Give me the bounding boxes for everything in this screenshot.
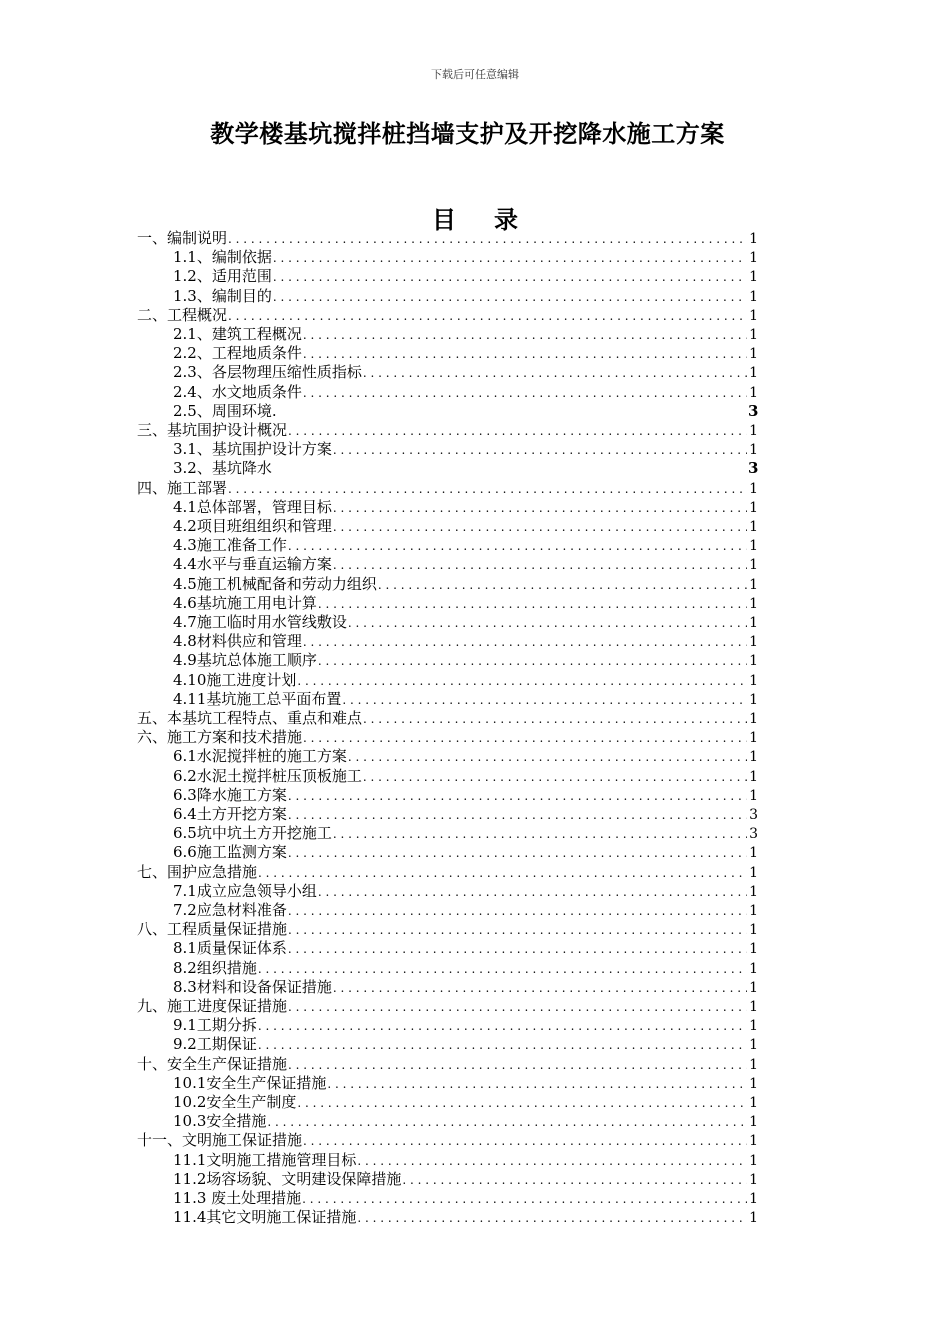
header-note: 下载后可任意编辑 — [431, 68, 519, 81]
toc-entry-label: 4.2项目班组组织和管理 — [173, 517, 332, 535]
toc-entry[interactable] — [137, 728, 758, 747]
toc-entry-page: 1 — [749, 576, 758, 593]
toc-entry-label: 4.5施工机械配备和劳动力组织 — [173, 574, 377, 593]
toc-leader-dots — [303, 345, 747, 364]
toc-entry-page: 1 — [749, 365, 758, 382]
toc-entry-page: 1 — [749, 768, 758, 785]
toc-leader-dots — [318, 883, 747, 902]
toc-leader-dots — [333, 979, 747, 998]
toc-entry-page: 1 — [749, 1133, 758, 1150]
toc-entry-page: 3 — [749, 807, 758, 823]
toc-leader-dots — [348, 748, 747, 767]
toc-entry-label: 8.1质量保证体系 — [173, 939, 287, 958]
toc-entry-page: 1 — [749, 250, 758, 267]
toc-entry[interactable] — [173, 651, 758, 670]
toc-entry[interactable] — [173, 575, 758, 594]
toc-entry-label: 8.3材料和设备保证措施 — [173, 977, 332, 996]
toc-leader-dots — [333, 556, 747, 575]
toc-entry-page: 1 — [749, 960, 758, 977]
toc-entry-page: 1 — [749, 442, 758, 459]
toc-leader-dots — [288, 902, 747, 921]
toc-entry[interactable] — [173, 536, 758, 555]
toc-leader-dots — [228, 307, 747, 326]
toc-entry[interactable] — [173, 248, 758, 267]
toc-entry-label: 九、施工进度保证措施 — [137, 997, 288, 1015]
toc-entry-page: 1 — [749, 1037, 758, 1054]
toc-leader-dots — [267, 1113, 747, 1132]
toc-entry-page: 1 — [749, 1075, 758, 1092]
toc-entry[interactable] — [137, 306, 758, 325]
toc-entry-page: 1 — [749, 615, 758, 631]
toc-entry[interactable] — [137, 863, 758, 882]
toc-entry[interactable] — [173, 287, 758, 306]
toc-leader-dots — [273, 249, 747, 268]
toc-leader-dots — [303, 384, 747, 403]
toc-entry[interactable] — [173, 690, 758, 709]
toc-entry-label: 2.4、水文地质条件 — [173, 382, 302, 401]
toc-leader-dots — [303, 633, 747, 652]
toc-entry[interactable] — [173, 613, 758, 632]
toc-entry-label: 七、围护应急措施 — [137, 862, 258, 881]
toc-entry-page: 1 — [749, 845, 758, 862]
toc-leader-dots — [378, 576, 747, 595]
toc-entry-page: 1 — [749, 999, 758, 1015]
toc-entry-page: 1 — [749, 384, 758, 401]
toc-entry-label: 4.10施工进度计划 — [173, 670, 297, 689]
toc-entry-label: 11.1文明施工措施管理目标 — [173, 1150, 357, 1169]
toc-entry-page: 1 — [749, 1191, 758, 1207]
toc-entry-page: 1 — [749, 538, 758, 555]
toc-entry-page: 1 — [749, 691, 758, 708]
toc-entry[interactable] — [173, 786, 758, 805]
toc-entry-page: 1 — [749, 864, 758, 881]
toc-entry-label: 4.6基坑施工用电计算 — [173, 593, 317, 612]
toc-entry[interactable] — [173, 594, 758, 613]
toc-leader-dots — [327, 1075, 747, 1094]
toc-entry-page: 1 — [749, 519, 758, 535]
toc-leader-dots — [288, 940, 747, 959]
toc-entry[interactable] — [173, 555, 758, 574]
toc-entry[interactable] — [173, 344, 758, 363]
toc-leader-dots — [258, 960, 747, 979]
toc-entry-page: 1 — [749, 1056, 758, 1073]
toc-entry-label: 6.5坑中坑土方开挖施工 — [173, 824, 332, 843]
toc-entry-page: 1 — [749, 1171, 758, 1188]
toc-leader-dots — [333, 499, 747, 518]
toc-entry[interactable] — [173, 1112, 758, 1131]
toc-leader-dots — [303, 1132, 747, 1151]
toc-entry-page: 1 — [749, 941, 758, 958]
toc-entry[interactable] — [173, 1189, 758, 1208]
toc-entry-label: 4.7施工临时用水管线敷设 — [173, 613, 347, 631]
toc-entry[interactable] — [173, 363, 758, 382]
toc-leader-dots — [363, 364, 747, 383]
toc-entry-label: 10.1安全生产保证措施 — [173, 1073, 327, 1092]
toc-entry-label: 11.2场容场貌、文明建设保障措施 — [173, 1169, 402, 1188]
toc-entry-label: 8.2组织措施 — [173, 958, 257, 977]
toc-leader-dots — [288, 998, 747, 1017]
toc-entry-label: 十一、文明施工保证措施 — [137, 1131, 303, 1150]
toc-entry[interactable] — [137, 997, 758, 1016]
toc-entry-label: 二、工程概况 — [137, 305, 228, 324]
toc-entry-page: 1 — [749, 634, 758, 651]
toc-entry-page: 1 — [749, 269, 758, 286]
toc-entry[interactable] — [173, 1074, 758, 1093]
toc-entry[interactable] — [137, 1131, 758, 1150]
toc-entry-page: 3 — [748, 459, 759, 478]
toc-leader-dots — [288, 806, 747, 825]
toc-entry-label: 3.1、基坑围护设计方案 — [173, 440, 332, 459]
toc-entry-label: 11.3 废土处理措施 — [173, 1189, 302, 1207]
toc-entry-page: 1 — [749, 480, 758, 497]
toc-leader-dots — [258, 864, 747, 883]
toc-entry-label: 6.3降水施工方案 — [173, 785, 287, 804]
toc-entry[interactable] — [173, 978, 758, 997]
toc-entry-label: 4.11基坑施工总平面布置 — [173, 689, 342, 708]
toc-entry-label: 6.4土方开挖方案 — [173, 805, 287, 823]
toc-entry-page: 3 — [748, 401, 759, 420]
toc-entry[interactable] — [173, 959, 758, 978]
toc-leader-dots — [357, 1209, 747, 1228]
toc-entry-label: 五、本基坑工程特点、重点和难点 — [137, 709, 363, 727]
toc-entry-label: 1.3、编制目的 — [173, 286, 272, 305]
toc-entry-page: 1 — [749, 653, 758, 670]
toc-entry-label: 3.2、基坑降水 — [173, 459, 272, 478]
toc-entry-label: 7.1成立应急领导小组 — [173, 881, 317, 900]
toc-leader-dots — [273, 288, 747, 307]
toc-leader-dots — [297, 672, 747, 691]
toc-entry-label: 4.1总体部署，管理目标 — [173, 497, 332, 516]
toc-entry-label: 1.2、适用范围 — [173, 267, 272, 286]
toc-entry-page: 1 — [749, 1210, 758, 1227]
toc-leader-dots — [363, 768, 747, 787]
toc-entry-page: 1 — [749, 423, 758, 439]
toc-leader-dots — [273, 268, 747, 287]
toc-leader-dots — [288, 422, 747, 441]
toc-entry[interactable] — [173, 459, 758, 478]
toc-leader-dots — [297, 1094, 747, 1113]
toc-entry-label: 1.1、编制依据 — [173, 248, 272, 267]
toc-entry-page: 1 — [749, 903, 758, 919]
toc-entry[interactable] — [173, 767, 758, 786]
toc-entry[interactable] — [173, 325, 758, 344]
toc-entry-page: 1 — [749, 499, 758, 516]
toc-leader-dots — [288, 787, 747, 806]
toc-leader-dots — [363, 710, 747, 729]
toc-entry[interactable] — [173, 517, 758, 536]
toc-entry-label: 6.6施工监测方案 — [173, 843, 287, 862]
toc-entry-label: 三、基坑围护设计概况 — [137, 421, 288, 439]
toc-entry-label: 2.1、建筑工程概况 — [173, 325, 302, 343]
toc-entry-page: 1 — [749, 557, 758, 574]
toc-entry-label: 4.8材料供应和管理 — [173, 632, 302, 651]
toc-entry-label: 9.1工期分拆 — [173, 1016, 257, 1035]
toc-leader-dots — [228, 480, 747, 499]
toc-entry[interactable] — [173, 1035, 758, 1054]
toc-entry[interactable] — [173, 843, 758, 862]
toc-leader-dots — [318, 595, 747, 614]
toc-entry[interactable] — [137, 421, 758, 440]
toc-entry-label: 八、工程质量保证措施 — [137, 920, 288, 939]
toc-entry-label: 6.1水泥搅拌桩的施工方案 — [173, 747, 347, 766]
toc-leader-dots — [258, 1017, 747, 1036]
toc-leader-dots — [333, 441, 747, 460]
toc-leader-dots — [303, 326, 747, 345]
toc-entry-page: 1 — [749, 1152, 758, 1169]
toc-leader-dots — [288, 537, 747, 556]
toc-entry-label: 4.3施工准备工作 — [173, 536, 287, 555]
toc-entry-page: 1 — [749, 1018, 758, 1035]
toc-leader-dots — [258, 1036, 747, 1055]
toc-entry-page: 1 — [749, 787, 758, 804]
document-title: 教学楼基坑搅拌桩挡墙支护及开挖降水施工方案 — [210, 120, 725, 148]
toc-entry[interactable] — [173, 1170, 758, 1189]
toc-entry-page: 1 — [749, 711, 758, 727]
toc-entry-page: 1 — [749, 307, 758, 324]
toc-entry-page: 1 — [749, 749, 758, 766]
toc-entry-page: 1 — [749, 883, 758, 900]
toc-entry-label: 2.3、各层物理压缩性质指标 — [173, 363, 362, 382]
toc-entry[interactable] — [173, 1151, 758, 1170]
toc-leader-dots — [318, 652, 747, 671]
toc-entry[interactable] — [137, 920, 758, 939]
toc-leader-dots — [402, 1171, 747, 1190]
toc-entry-label: 4.4水平与垂直运输方案 — [173, 555, 332, 574]
toc-entry[interactable] — [173, 632, 758, 651]
toc-entry[interactable] — [173, 939, 758, 958]
toc-entry-label: 9.2工期保证 — [173, 1035, 257, 1054]
toc-entry-label: 4.9基坑总体施工顺序 — [173, 651, 317, 670]
toc-entry-page: 1 — [749, 672, 758, 689]
toc-leader-dots — [288, 1056, 747, 1075]
toc-entry[interactable] — [173, 440, 758, 459]
toc-entry[interactable] — [173, 1208, 758, 1227]
toc-leader-dots — [302, 1190, 747, 1209]
toc-entry-page: 3 — [749, 826, 758, 843]
toc-entry[interactable] — [173, 402, 758, 421]
toc-entry[interactable] — [173, 882, 758, 901]
toc-entry-page: 1 — [749, 730, 758, 747]
toc-entry[interactable] — [173, 901, 758, 920]
toc-leader-dots — [228, 230, 747, 249]
toc-entry[interactable] — [173, 824, 758, 843]
toc-entry-label: 2.5、周围环境. — [173, 401, 277, 420]
toc-entry-label: 7.2应急材料准备 — [173, 901, 287, 919]
toc-entry-label: 2.2、工程地质条件 — [173, 344, 302, 363]
toc-entry-page: 1 — [749, 288, 758, 305]
toc-leader-dots — [348, 614, 747, 633]
toc-entry-label: 一、编制说明 — [137, 229, 228, 247]
toc-entry-page: 1 — [749, 922, 758, 939]
toc-entry-page: 1 — [749, 327, 758, 343]
toc-leader-dots — [357, 1152, 747, 1171]
toc-entry[interactable] — [173, 383, 758, 402]
toc-entry[interactable] — [137, 229, 758, 248]
toc-entry-page: 1 — [749, 1114, 758, 1131]
toc-entry[interactable] — [173, 671, 758, 690]
toc-leader-dots — [333, 825, 747, 844]
toc-entry[interactable] — [137, 479, 758, 498]
toc-heading: 目录 — [432, 206, 556, 234]
toc-entry-page: 1 — [749, 979, 758, 996]
toc-entry[interactable] — [173, 267, 758, 286]
toc-leader-dots — [288, 844, 747, 863]
toc-entry-page: 1 — [749, 1095, 758, 1111]
toc-leader-dots — [288, 921, 747, 940]
toc-entry-page: 1 — [749, 346, 758, 363]
toc-entry-label: 十、安全生产保证措施 — [137, 1054, 288, 1073]
toc-entry-label: 6.2水泥土搅拌桩压顶板施工 — [173, 766, 362, 785]
toc-entry-label: 四、施工部署 — [137, 478, 228, 497]
toc-entry-label: 10.3安全措施 — [173, 1112, 267, 1131]
toc-leader-dots — [303, 729, 747, 748]
toc-entry[interactable] — [173, 805, 758, 824]
toc-entry-page: 1 — [749, 231, 758, 247]
toc-entry-label: 10.2安全生产制度 — [173, 1093, 297, 1111]
toc-entry[interactable] — [137, 709, 758, 728]
toc-entry[interactable] — [173, 1093, 758, 1112]
toc-entry-label: 11.4其它文明施工保证措施 — [173, 1208, 357, 1227]
toc-entry[interactable] — [137, 1055, 758, 1074]
toc-leader-dots — [333, 518, 747, 537]
toc-entry[interactable] — [173, 498, 758, 517]
toc-entry[interactable] — [173, 747, 758, 766]
toc-entry-page: 1 — [749, 595, 758, 612]
toc-entry-label: 六、施工方案和技术措施 — [137, 728, 303, 747]
toc-leader-dots — [342, 691, 747, 710]
toc-entry[interactable] — [173, 1016, 758, 1035]
